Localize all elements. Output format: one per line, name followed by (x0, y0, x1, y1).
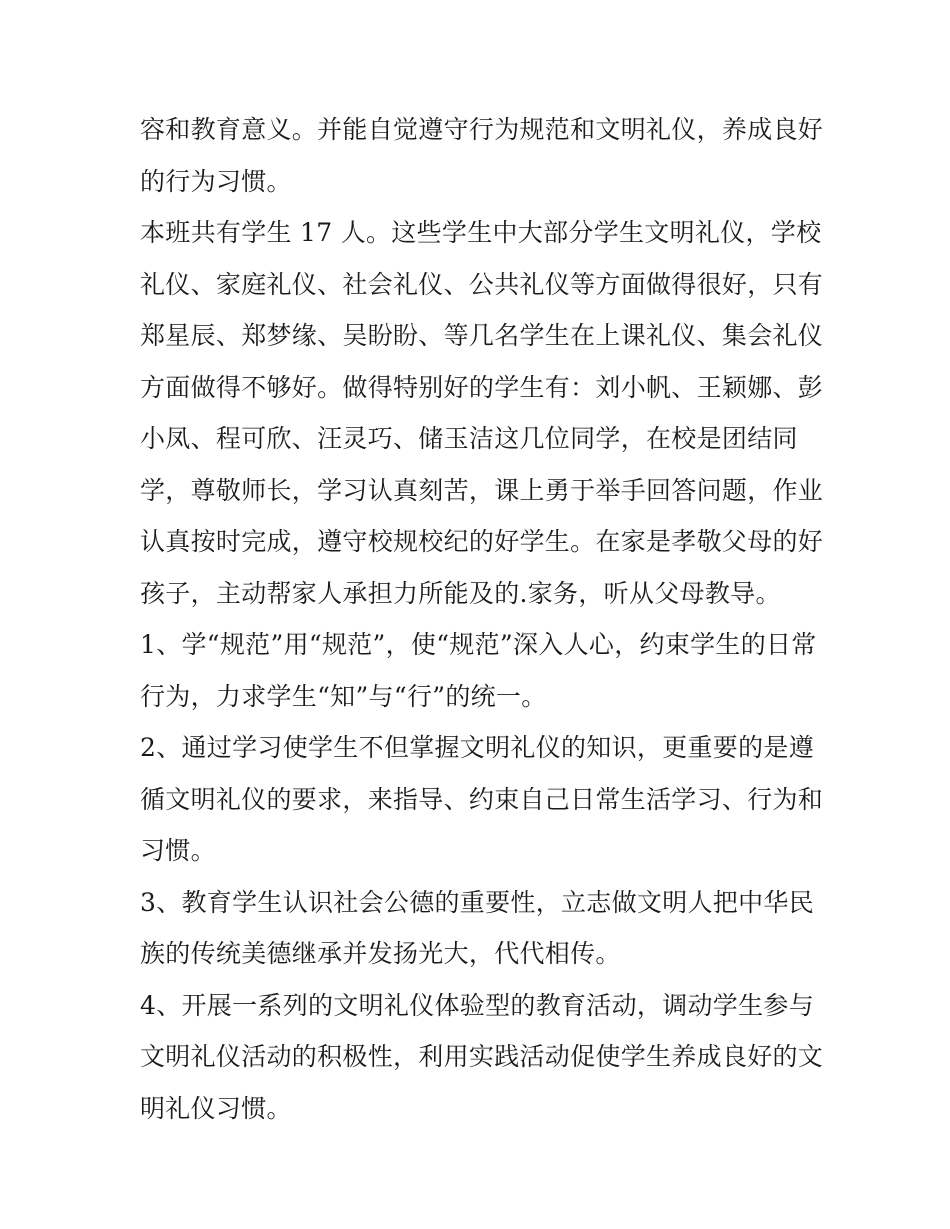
text-line: 1、学“规范”用“规范”，使“规范”深入人心，约束学生的日常 (140, 630, 817, 659)
text-line: 郑星辰、郑梦缘、吴盼盼、等几名学生在上课礼仪、集会礼仪 (140, 321, 824, 350)
text-line: 3、教育学生认识社会公德的重要性，立志做文明人把中华民 (140, 887, 815, 917)
text-line: 孩子，主动帮家人承担力所能及的.家务，听从父母教导。 (140, 578, 781, 608)
text-line: 小凤、程可欣、汪灵巧、储玉洁这几位同学，在校是团结同 (140, 424, 798, 453)
text-line: 行为，力求学生“知”与“行”的统一。 (140, 681, 547, 711)
text-line: 明礼仪习惯。 (140, 1093, 292, 1123)
paragraph-goal-4 (140, 980, 824, 1135)
text-line: 2、通过学习使学生不但掌握文明礼仪的知识，更重要的是遵 (140, 733, 815, 762)
paragraph-goal-1 (140, 619, 820, 722)
paragraph-goal-2 (140, 722, 824, 877)
paragraph-intro-continuation (140, 104, 824, 207)
text-line: 循文明礼仪的要求，来指导、约束自己日常生活学习、行为和 (140, 784, 824, 814)
paragraph-goal-3 (140, 877, 820, 980)
paragraph-class-overview (140, 207, 824, 619)
text-line: 容和教育意义。并能自觉遵守行为规范和文明礼仪，养成良好 (140, 115, 824, 144)
document-body (140, 104, 824, 1134)
text-line: 本班共有学生 17 人。这些学生中大部分学生文明礼仪，学校 (140, 218, 822, 247)
text-line: 习惯。 (140, 836, 216, 865)
text-line: 4、开展一系列的文明礼仪体验型的教育活动，调动学生参与 (140, 990, 815, 1020)
text-line: 礼仪、家庭礼仪、社会礼仪、公共礼仪等方面做得很好，只有 (140, 269, 824, 299)
text-line: 方面做得不够好。做得特别好的学生有：刘小帆、王颖娜、彭 (140, 372, 824, 402)
text-line: 认真按时完成，遵守校规校纪的好学生。在家是孝敬父母的好 (140, 527, 824, 556)
text-line: 的行为习惯。 (140, 166, 292, 196)
text-line: 文明礼仪活动的积极性，利用实践活动促使学生养成良好的文 (140, 1042, 824, 1071)
text-line: 族的传统美德继承并发扬光大，代代相传。 (140, 939, 621, 968)
text-line: 学，尊敬师长，学习认真刻苦，课上勇于举手回答问题，作业 (140, 475, 824, 505)
